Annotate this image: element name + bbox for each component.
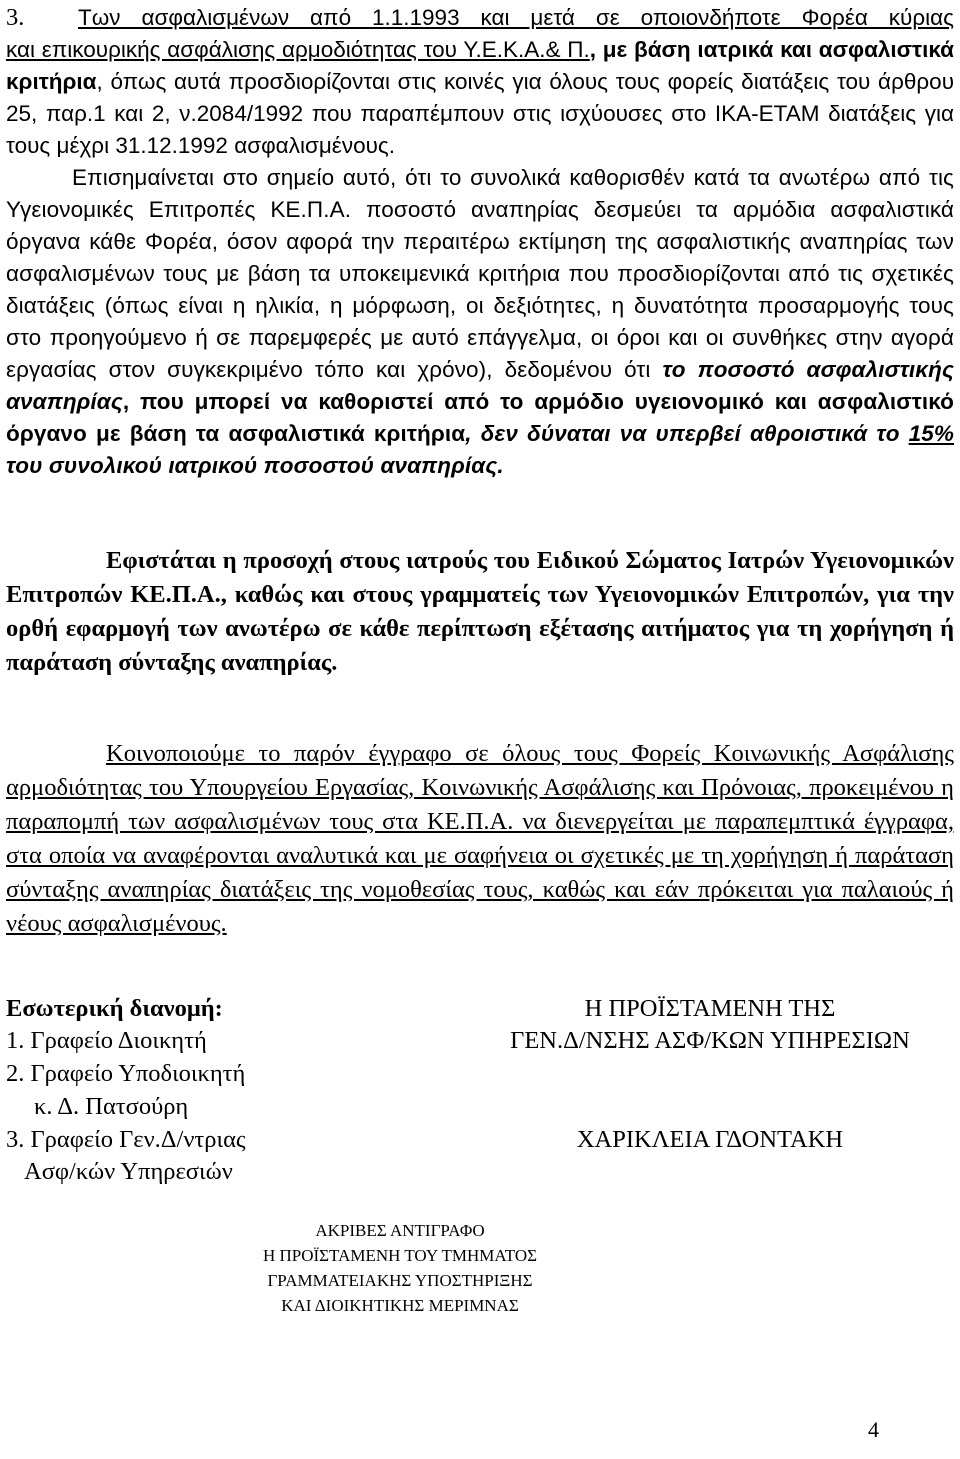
disability-bold-italic-2: , δεν δύναται να υπερβεί αθροιστικά το bbox=[465, 421, 909, 446]
certified-copy-line-4: ΚΑΙ ΔΙΟΙΚΗΤΙΚΗΣ ΜΕΡΙΜΝΑΣ bbox=[281, 1296, 519, 1315]
item3-rest: , όπως αυτά προσδιορίζονται στις κοινές για όλους τους φορείς διατάξεις του άρθρου 25, παρ.1 και 2, ν.2084/1992 που παραπέμπουν στις ισχύουσες στο ΙΚΑ-ΕΤΑΜ διατάξεις για τους μέχρι 31.12.1992 ασφαλισμένους. bbox=[6, 69, 954, 158]
signature-title: Η ΠΡΟΪΣΤΑΜΕΝΗ ΤΗΣ bbox=[584, 995, 836, 1022]
item3-line1-text: Των ασφαλισμένων από 1.1.1993 και μετά σε οποιονδήποτε Φορέα κύριας bbox=[78, 5, 954, 30]
disability-bold-italic-1: το ποσοστό ασφαλιστικής αναπηρίας bbox=[6, 357, 955, 414]
signature-name: ΧΑΡΙΚΛΕΙΑ ΓΔΟΝΤΑΚΗ bbox=[576, 1126, 844, 1153]
disability-paragraph bbox=[6, 162, 954, 482]
certified-copy-line-3: ΓΡΑΜΜΑΤΕΙΑΚΗΣ ΥΠΟΣΤΗΡΙΞΗΣ bbox=[267, 1271, 533, 1290]
distribution-item-1: 1. Γραφείο Διοικητή bbox=[6, 1027, 207, 1054]
item3-line1b: και επικουρικής ασφάλισης αρμοδιότητας του Υ.Ε.Κ.Α.& Π. bbox=[6, 37, 590, 62]
certified-copy-line-2: Η ΠΡΟΪΣΤΑΜΕΝΗ ΤΟΥ ΤΜΗΜΑΤΟΣ bbox=[262, 1246, 538, 1265]
communication-paragraph bbox=[6, 737, 954, 941]
distribution-heading: Εσωτερική διανομή: bbox=[6, 995, 223, 1022]
disability-text: Επισημαίνεται στο σημείο αυτό, ότι το συνολικά καθορισθέν κατά τα ανωτέρω από τις Υγειονομικές Επιτροπές ΚΕ.Π.Α. ποσοστό αναπηρίας δεσμεύει τα αρμόδια ασφαλιστικά όργανα κάθε Φορέα, όσον αφορά την περαιτέρω εκτίμηση της ασφαλιστικής αναπηρίας των ασφαλισμένων τους με βάση τα υποκειμενικά κριτήρια που προσδιορίζονται από τις σχετικές διατάξεις (όπως είναι η ηλικία, η μόρφωση, οι δεξιότητες, η δυνατότητα προσαρμογής τους στο προηγούμενο ή σε παρεμφερές με αυτό επάγγελμα, οι όροι και οι συνθήκες στην αγορά εργασίας στον συγκεκριμένο τόπο και χρόνο), δεδομένου ότι bbox=[6, 165, 954, 382]
notice-paragraph: Εφιστάται η προσοχή στους ιατρούς του Ειδικού Σώματος Ιατρών Υγειονομικών Επιτροπών ΚΕ.Π.Α., καθώς και στους γραμματείς των Υγειονομικών Επιτροπών, για την ορθή εφαρμογή των ανωτέρω σε κάθε περίπτωση εξέτασης αιτήματος για τη χορήγηση ή παράταση σύνταξης αναπηρίας. bbox=[6, 547, 954, 676]
item3-criteria-bold: , με βάση ιατρικά και ασφαλιστικά κριτήρια bbox=[6, 37, 954, 94]
communication-text: Κοινοποιούμε το παρόν έγγραφο σε όλους τους Φορείς Κοινωνικής Ασφάλισης αρμοδιότητας του Υπουργείου Εργασίας, Κοινωνικής Ασφάλισης και Πρόνοιας, προκειμένου η παραπομπή των ασφαλισμένων τους στα ΚΕ.Π.Α. να διενεργείται με παραπεμπτικά έγγραφα, στα οποία να αναφέρονται αναλυτικά και με σαφήνεια οι σχετικές με τη χορήγηση ή παράταση σύνταξης αναπηρίας διατάξεις της νομοθεσίας τους, καθώς και εάν πρόκειται για παλαιούς ή νέους ασφαλισμένους. bbox=[6, 740, 954, 937]
distribution-item-3-continued: Ασφ/κών Υπηρεσιών bbox=[24, 1158, 233, 1185]
page-number: 4 bbox=[868, 1417, 879, 1442]
disability-bold: , που μπορεί να καθοριστεί από το αρμόδιο υγειονομικό και ασφαλιστικό όργανο με βάση τα ασφαλιστικά κριτήρια bbox=[6, 389, 954, 446]
disability-percentage: 15% bbox=[908, 421, 955, 446]
item-number: 3. bbox=[6, 4, 25, 31]
item3-paragraph bbox=[6, 34, 954, 162]
certified-copy-line-1: ΑΚΡΙΒΕΣ ΑΝΤΙΓΡΑΦΟ bbox=[315, 1221, 485, 1240]
disability-bold-italic-3: του συνολικού ιατρικού ποσοστού αναπηρίας. bbox=[6, 453, 504, 478]
signature-department: ΓΕΝ.Δ/ΝΣΗΣ ΑΣΦ/ΚΩΝ ΥΠΗΡΕΣΙΩΝ bbox=[510, 1027, 910, 1054]
item3-line1 bbox=[78, 2, 954, 34]
distribution-item-2: 2. Γραφείο Υποδιοικητή bbox=[6, 1060, 246, 1087]
distribution-item-3: 3. Γραφείο Γεν.Δ/ντριας bbox=[6, 1126, 246, 1153]
distribution-item-2-name: κ. Δ. Πατσούρη bbox=[34, 1093, 189, 1120]
